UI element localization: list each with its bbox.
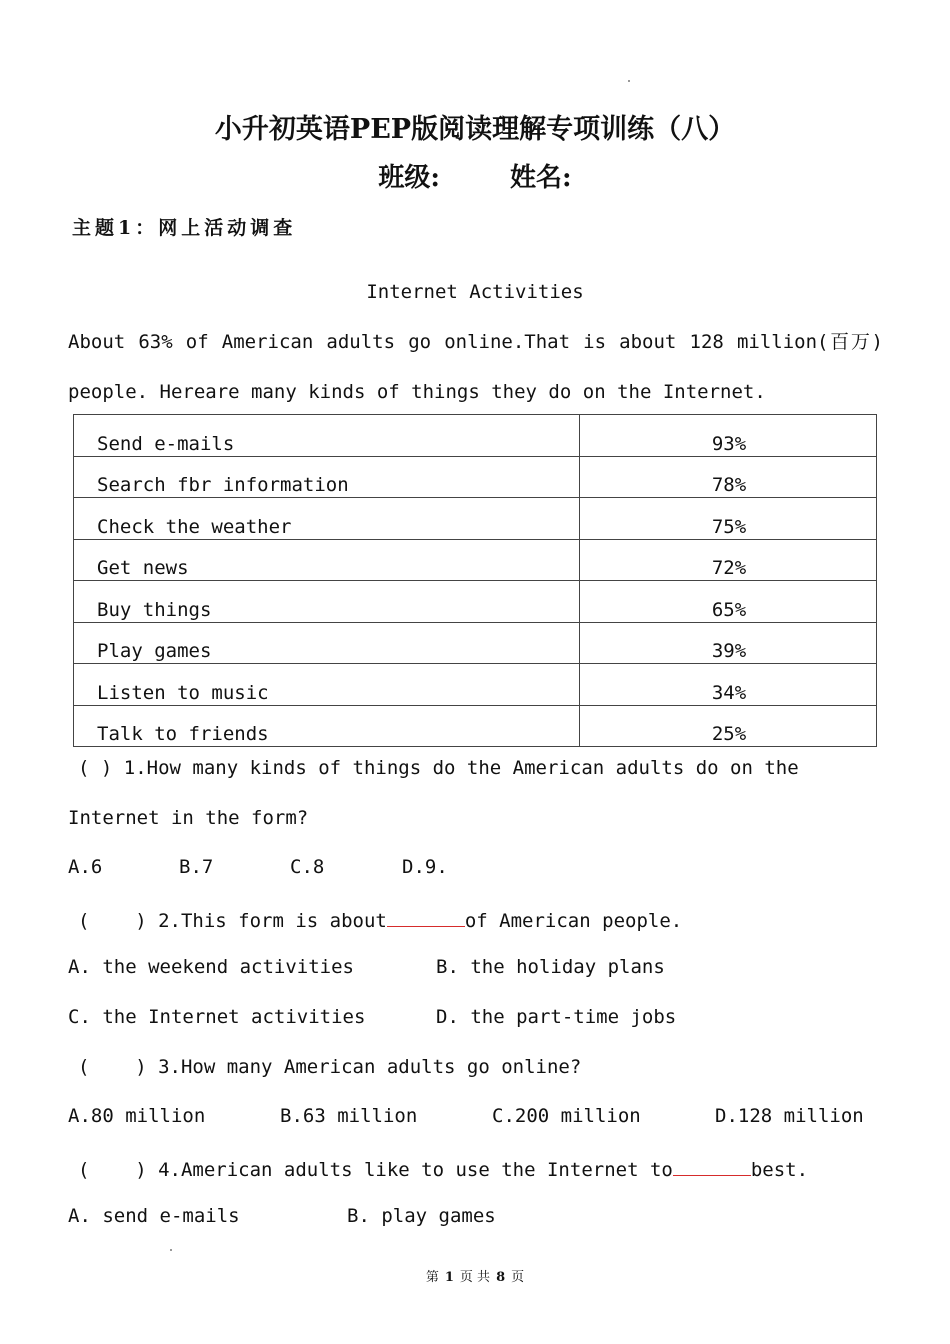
table-row [74,456,877,498]
percent-cell: 39% [580,622,877,664]
activity-cell: Send e-mails [74,415,580,457]
page-number: 1 [444,1270,454,1285]
question-1-line-1: ( ) 1.How many kinds of things do the American adults do on the [78,757,799,779]
option-c: C.8 [290,856,325,878]
percent-cell: 78% [580,456,877,498]
table-row [74,664,877,706]
activity-cell: Buy things [74,581,580,623]
table-row [74,498,877,540]
option-c: C.200 million [492,1105,641,1127]
topic-heading: 主题1：网上活动调查 [72,217,297,239]
option-a: A.80 million [68,1105,206,1127]
option-c: C. the Internet activities [68,1006,366,1028]
worksheet-title: 小升初英语PEP版阅读理解专项训练（八） [214,114,736,145]
option-b: B.7 [179,856,214,878]
activity-cell: Search fbr information [74,456,580,498]
footer-suffix: 页 [511,1270,525,1285]
option-b: B. the holiday plans [436,956,665,978]
option-d: D. the part-time jobs [436,1006,677,1028]
question-4-options [68,1205,883,1227]
name-label: 姓名: [510,163,572,193]
option-b: B.63 million [280,1105,418,1127]
question-2-options-row-2 [68,1006,883,1028]
question-4-suffix: best. [750,1159,809,1181]
question-2-prefix: ( ) 2.This form is about [78,910,387,932]
option-d: D.128 million [715,1105,864,1127]
percent-cell: 75% [580,498,877,540]
answer-blank [673,1155,751,1176]
footer-prefix: 第 [425,1270,439,1285]
activity-cell: Get news [74,539,580,581]
activity-cell: Play games [74,622,580,664]
option-a: A.6 [68,856,103,878]
table-row [74,581,877,623]
scan-speck [628,80,630,82]
table-row [74,622,877,664]
question-4-prefix: ( ) 4.American adults like to use the Internet to [78,1159,673,1181]
class-label: 班级: [378,163,440,193]
table-row [74,705,877,747]
scan-speck [170,1249,172,1251]
question-1-options [68,856,883,878]
percent-cell: 65% [580,581,877,623]
percent-cell: 72% [580,539,877,581]
option-d: D.9. [402,856,448,878]
passage-heading: Internet Activities [366,281,584,303]
question-4 [78,1155,893,1181]
activity-cell: Talk to friends [74,705,580,747]
answer-blank [387,906,465,927]
table-row [74,539,877,581]
passage-paragraph: About 63% of American adults go online.That is about 128 million(百万) people. Hereare many kinds of things they do on the Internet. [68,331,883,403]
question-3: ( ) 3.How many American adults go online? [78,1056,582,1078]
question-1-line-2: Internet in the form? [68,807,309,829]
percent-cell: 25% [580,705,877,747]
page-footer [0,1266,950,1285]
activity-cell: Check the weather [74,498,580,540]
activities-table [73,414,877,747]
percent-cell: 34% [580,664,877,706]
question-2-suffix: of American people. [464,910,683,932]
question-3-options [68,1105,883,1127]
table-row [74,415,877,457]
option-a: A. the weekend activities [68,956,354,978]
activity-cell: Listen to music [74,664,580,706]
percent-cell: 93% [580,415,877,457]
option-b: B. play games [347,1205,496,1227]
name-class-line [0,157,950,194]
total-pages: 8 [496,1270,506,1285]
footer-middle: 页 共 [459,1270,491,1285]
question-2-options-row-1 [68,956,883,978]
option-a: A. send e-mails [68,1205,240,1227]
question-2 [78,906,893,932]
